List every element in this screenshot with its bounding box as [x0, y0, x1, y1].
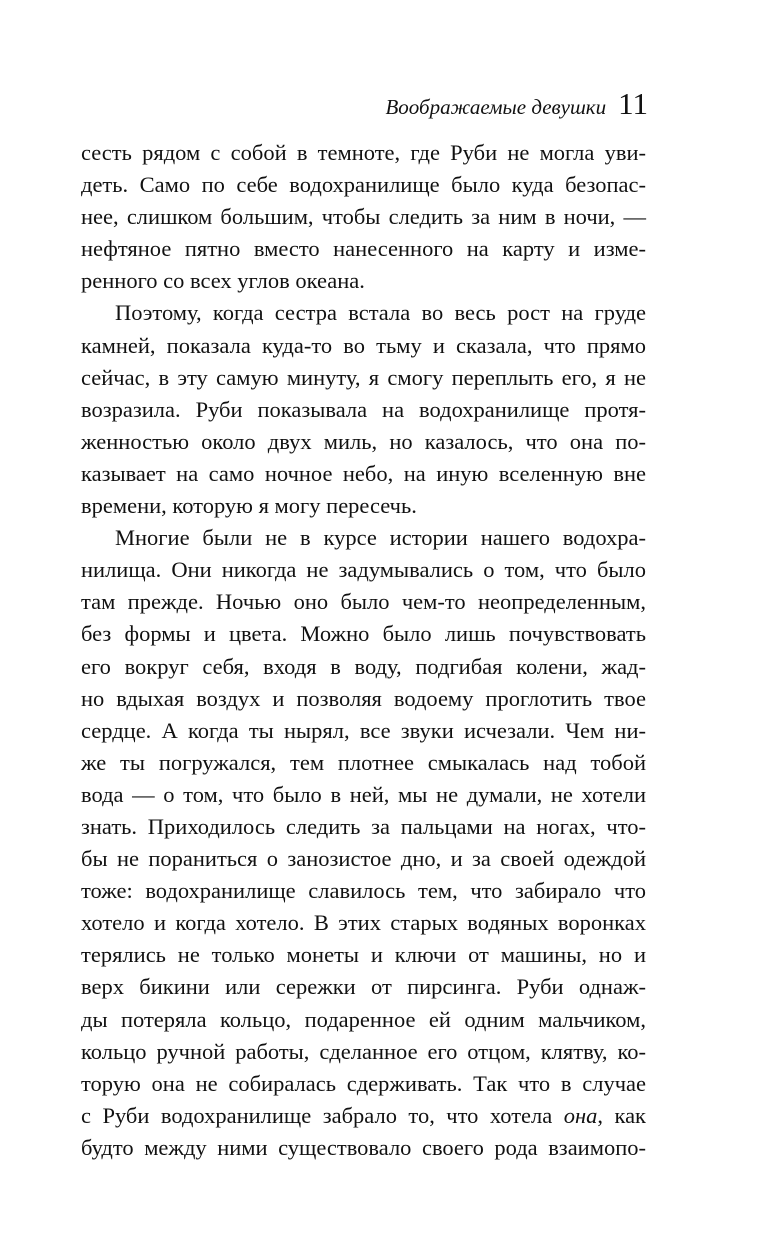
text-line: Многие были не в курсе истории нашего водохра-: [115, 525, 646, 551]
text-line: будто между ними существовало своего рода взаимопо-: [81, 1134, 646, 1160]
italic-word: она: [563, 1102, 598, 1128]
body-text: [81, 137, 646, 1164]
text-line: [81, 1100, 646, 1132]
text-line: его вокруг себя, входя в воду, подгибая колени, жад-: [81, 653, 646, 679]
text-line: без формы и цвета. Можно было лишь почувствовать: [81, 621, 646, 647]
page-header: [385, 88, 648, 128]
text-line: казывает на само ночное небо, на иную вселенную вне: [81, 460, 646, 486]
running-title: Воображаемые девушки: [385, 95, 607, 119]
text-line: хотело и когда хотело. В этих старых водяных воронках: [81, 910, 646, 936]
text-line: женностью около двух миль, но казалось, что она по-: [81, 428, 646, 454]
text-segment: , как: [597, 1102, 646, 1128]
text-line: торую она не собиралась сдерживать. Так что в случае: [81, 1070, 646, 1096]
text-line: деть. Само по себе водохранилище было куда безопас-: [81, 172, 646, 198]
text-line: сейчас, в эту самую минуту, я смогу переплыть его, я не: [81, 364, 646, 390]
text-line: ды потеряла кольцо, подаренное ей одним мальчиком,: [81, 1006, 646, 1032]
text-line: ренного со всех углов океана.: [81, 268, 365, 294]
text-line: знать. Приходилось следить за пальцами на ногах, что-: [81, 813, 646, 839]
text-line: же ты погружался, тем плотнее смыкалась над тобой: [81, 749, 646, 775]
text-line: тоже: водохранилище славилось тем, что забирало что: [81, 878, 646, 904]
text-line: сердце. А когда ты нырял, все звуки исчезали. Чем ни-: [81, 717, 646, 743]
text-line: бы не пораниться о занозистое дно, и за своей одеждой: [81, 846, 646, 872]
text-line: вода — о том, что было в ней, мы не думали, не хотели: [81, 781, 646, 807]
text-line: там прежде. Ночью оно было чем-то неопределенным,: [81, 589, 646, 615]
text-line: возразила. Руби показывала на водохранилище протя-: [81, 396, 646, 422]
page-number: 11: [618, 86, 648, 121]
text-line: верх бикини или сережки от пирсинга. Руби однаж-: [81, 974, 646, 1000]
text-line: камней, показала куда-то во тьму и сказала, что прямо: [81, 332, 646, 358]
text-line: нее, слишком большим, чтобы следить за ним в ночи, —: [81, 204, 646, 230]
text-line: нилища. Они никогда не задумывались о том, что было: [81, 557, 646, 583]
text-line: но вдыхая воздух и позволяя водоему проглотить твое: [81, 685, 646, 711]
text-segment: с Руби водохранилище забрало то, что хотела: [81, 1102, 564, 1128]
text-line: сесть рядом с собой в темноте, где Руби не могла уви-: [81, 140, 646, 165]
text-line: Поэтому, когда сестра встала во весь рост на груде: [115, 300, 646, 326]
text-line: нефтяное пятно вместо нанесенного на карту и изме-: [81, 236, 646, 262]
text-line: кольцо ручной работы, сделанное его отцом, клятву, ко-: [81, 1038, 646, 1064]
text-line: времени, которую я могу пересечь.: [81, 493, 417, 519]
text-line: терялись не только монеты и ключи от машины, но и: [81, 942, 646, 968]
